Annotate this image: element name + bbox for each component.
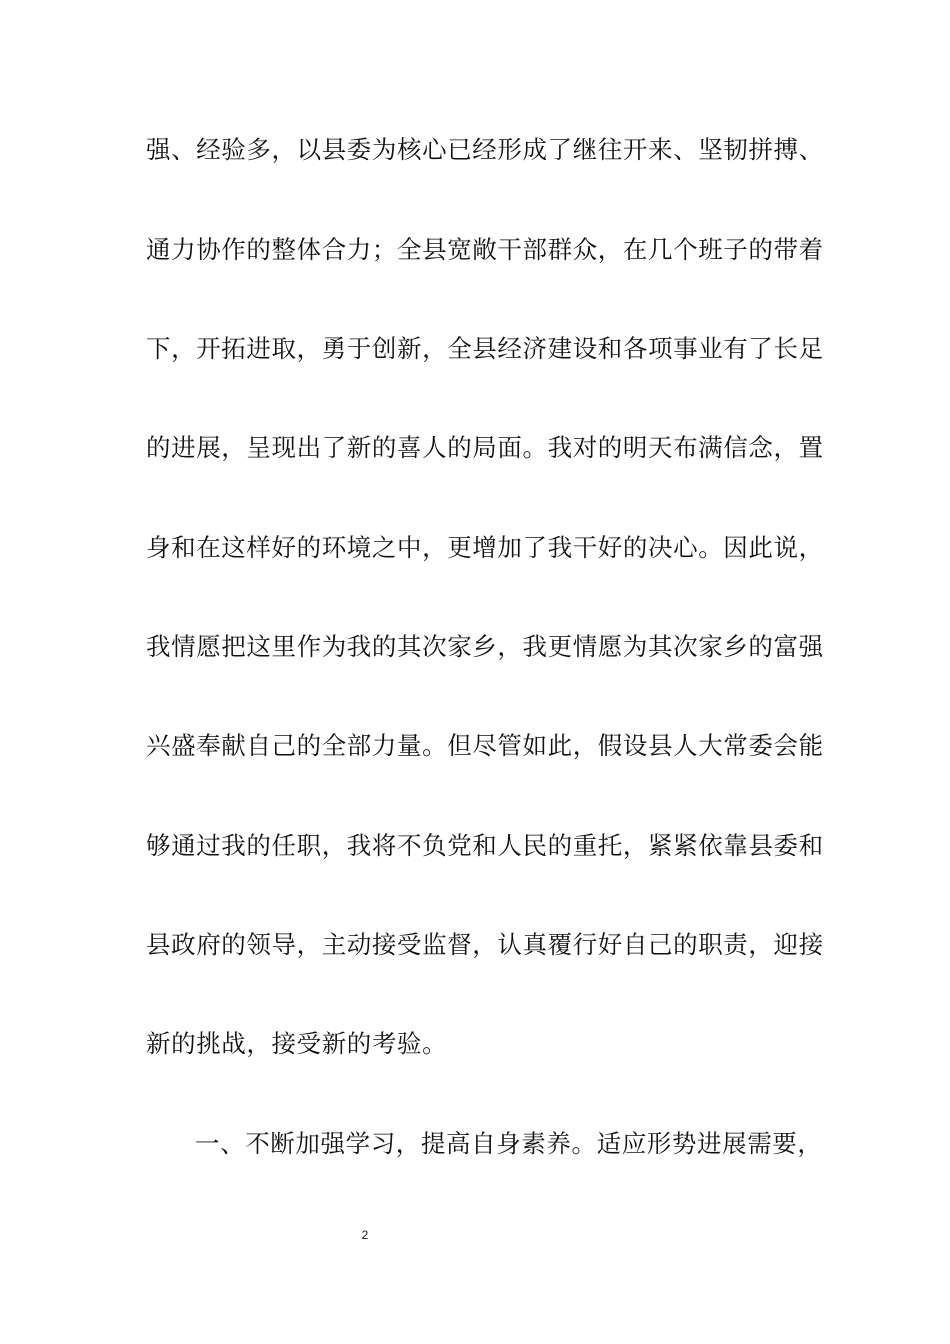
paragraph-line-4: 的进展，呈现出了新的喜人的局面。我对的明天布满信念，置	[146, 433, 824, 462]
paragraph-line-9: 县政府的领导，主动接受监督，认真覆行好自己的职责，迎接	[146, 930, 824, 959]
paragraph-line-3: 下，开拓进取，勇于创新，全县经济建设和各项事业有了长足	[146, 334, 824, 363]
paragraph-line-1: 强、经验多，以县委为核心已经形成了继往开来、坚韧拼搏、	[146, 135, 824, 164]
page-number: 2	[361, 1228, 369, 1242]
paragraph-line-8: 够通过我的任职，我将不负党和人民的重托，紧紧依靠县委和	[146, 831, 824, 860]
paragraph-line-2: 通力协作的整体合力；全县宽敞干部群众，在几个班子的带着	[146, 235, 824, 264]
paragraph-line-5: 身和在这样好的环境之中，更增加了我干好的决心。因此说，	[146, 533, 824, 562]
section-heading-line: 一、不断加强学习，提高自身素养。适应形势进展需要，	[195, 1129, 823, 1158]
paragraph-line-10: 新的挑战，接受新的考验。	[146, 1029, 448, 1058]
paragraph-line-7: 兴盛奉献自己的全部力量。但尽管如此，假设县人大常委会能	[146, 731, 824, 760]
paragraph-line-6: 我情愿把这里作为我的其次家乡，我更情愿为其次家乡的富强	[146, 632, 824, 661]
